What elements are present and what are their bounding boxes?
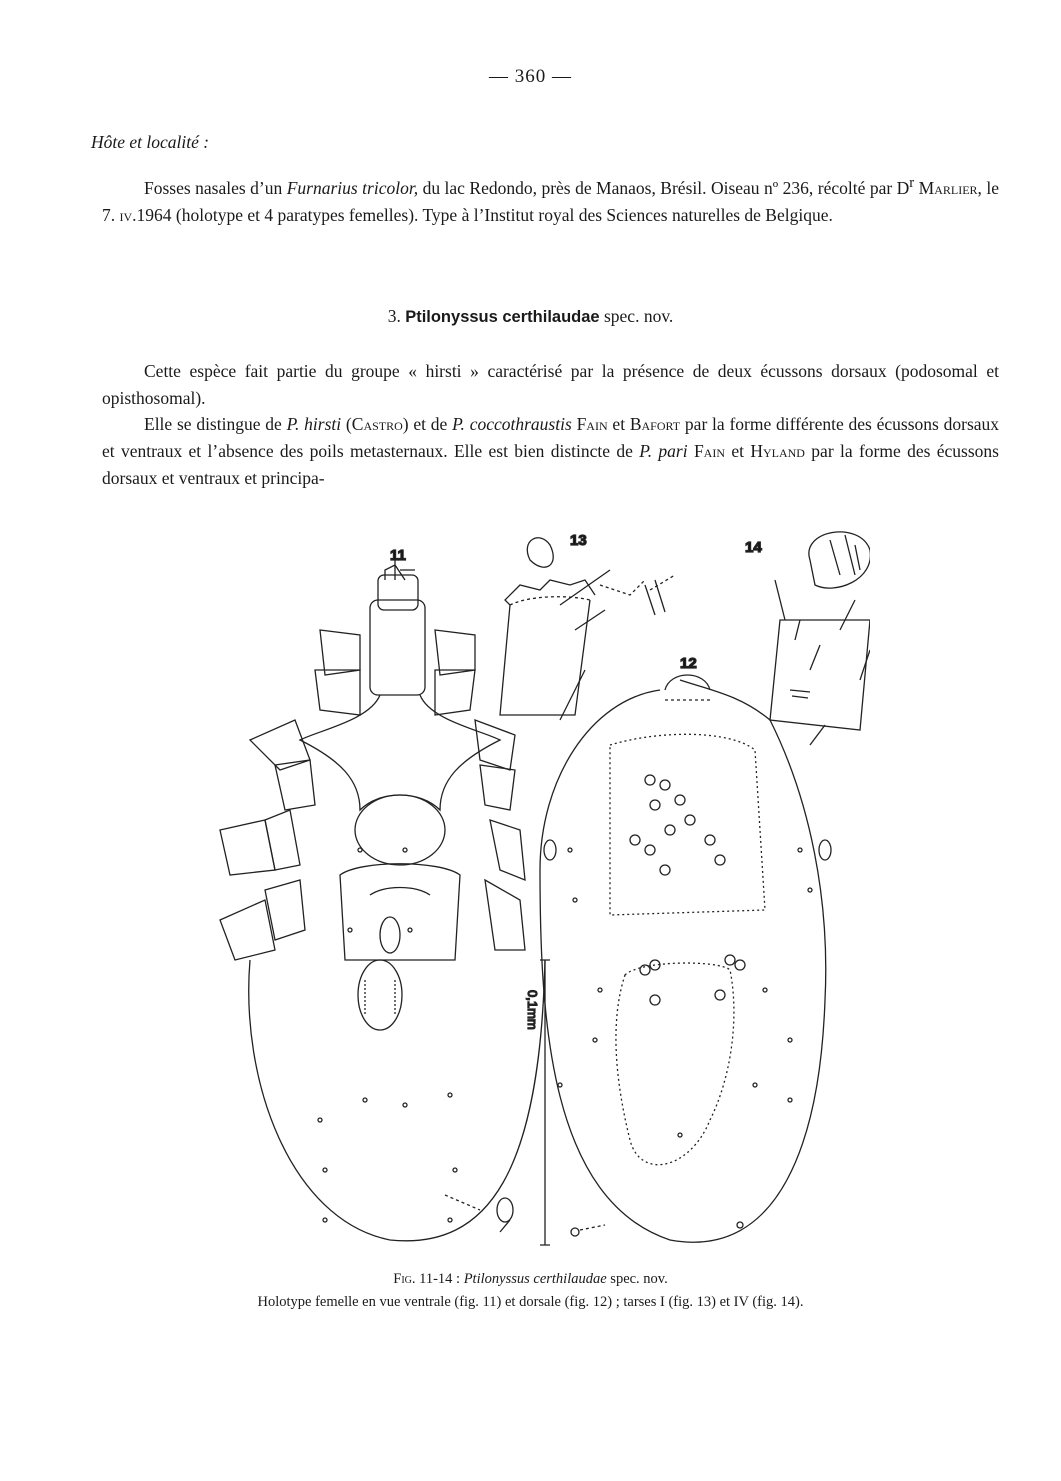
text-run: (: [341, 414, 352, 434]
scale-bar-label: 0,1mm: [525, 990, 540, 1030]
text-run: et: [607, 414, 630, 434]
text-run: du lac Redondo, près de Manaos, Brésil. Oiseau nº 236, récolté par D: [418, 177, 910, 198]
species-ref: P. coccothraustis: [452, 414, 572, 434]
page-number: — 360 —: [489, 66, 572, 87]
dorsal-view-drawing: [540, 675, 831, 1242]
collector-name: Marlier: [918, 177, 978, 198]
species-ref: P. hirsti: [286, 414, 342, 434]
text-run: Cette espèce fait partie du groupe « hirsti » caractérisé par la présence de deux écussons dorsaux (podosomal et opisthosomal).: [102, 361, 999, 408]
caption-species: Ptilonyssus certhilaudae: [463, 1271, 607, 1287]
title-superscript: r: [909, 175, 915, 191]
description-paragraph-1: [102, 358, 999, 412]
caption-fig-range: 11-14 :: [419, 1271, 461, 1287]
scale-bar: [540, 960, 550, 1245]
text-run: par la forme des écussons dorsaux et ventraux et principa-: [102, 441, 999, 488]
host-locality-paragraph: [102, 170, 999, 229]
caption-suffix: spec. nov.: [610, 1271, 668, 1287]
host-species: Furnarius tricolor,: [286, 177, 419, 198]
text-run: Elle se distingue de: [144, 414, 287, 434]
mite-figure: [210, 520, 870, 1260]
figure-label-12: 12: [680, 655, 697, 672]
text-run: et: [725, 441, 751, 461]
text-run: , le 7.: [102, 177, 1000, 225]
text-run: Fosses nasales d’un: [144, 177, 287, 198]
figure-caption-line-2: Holotype femelle en vue ventrale (fig. 11) et dorsale (fig. 12) ; tarses I (fig. 13) et IV (fig. 14).: [257, 1294, 804, 1310]
tarsus-IV-drawing: [770, 532, 870, 730]
host-locality-label: Hôte et localité :: [91, 132, 210, 152]
text-run: ) et de: [402, 414, 453, 434]
date-roman: iv: [119, 204, 133, 225]
description-paragraph-2: [102, 411, 999, 492]
mite-drawing: [210, 520, 870, 1260]
caption-fig-word: Fig.: [393, 1271, 416, 1287]
author-name: Castro: [351, 414, 403, 434]
text-run: par la forme différente des écussons dorsaux et ventraux et l’absence des poils metasternaux. Elle est bien distincte de: [102, 414, 1000, 461]
author-name: Bafort: [629, 414, 681, 434]
species-heading: [0, 306, 1061, 327]
figure-label-11: 11: [390, 547, 406, 564]
figure-caption-line-1: [0, 1268, 1061, 1290]
text-run: .1964 (holotype et 4 paratypes femelles). Type à l’Institut royal des Sciences naturelles de Belgique.: [132, 204, 833, 225]
species-ref: P. pari: [639, 441, 688, 461]
heading-number: 3.: [387, 306, 401, 326]
author-name: Fain: [693, 441, 725, 461]
species-name: Ptilonyssus certhilaudae: [405, 308, 600, 326]
heading-suffix: spec. nov.: [603, 306, 674, 326]
author-name: Hyland: [750, 441, 805, 461]
figure-label-14: 14: [745, 539, 762, 556]
author-name: Fain: [576, 414, 608, 434]
figure-label-13: 13: [570, 532, 587, 549]
ventral-view-drawing: [220, 550, 545, 1241]
